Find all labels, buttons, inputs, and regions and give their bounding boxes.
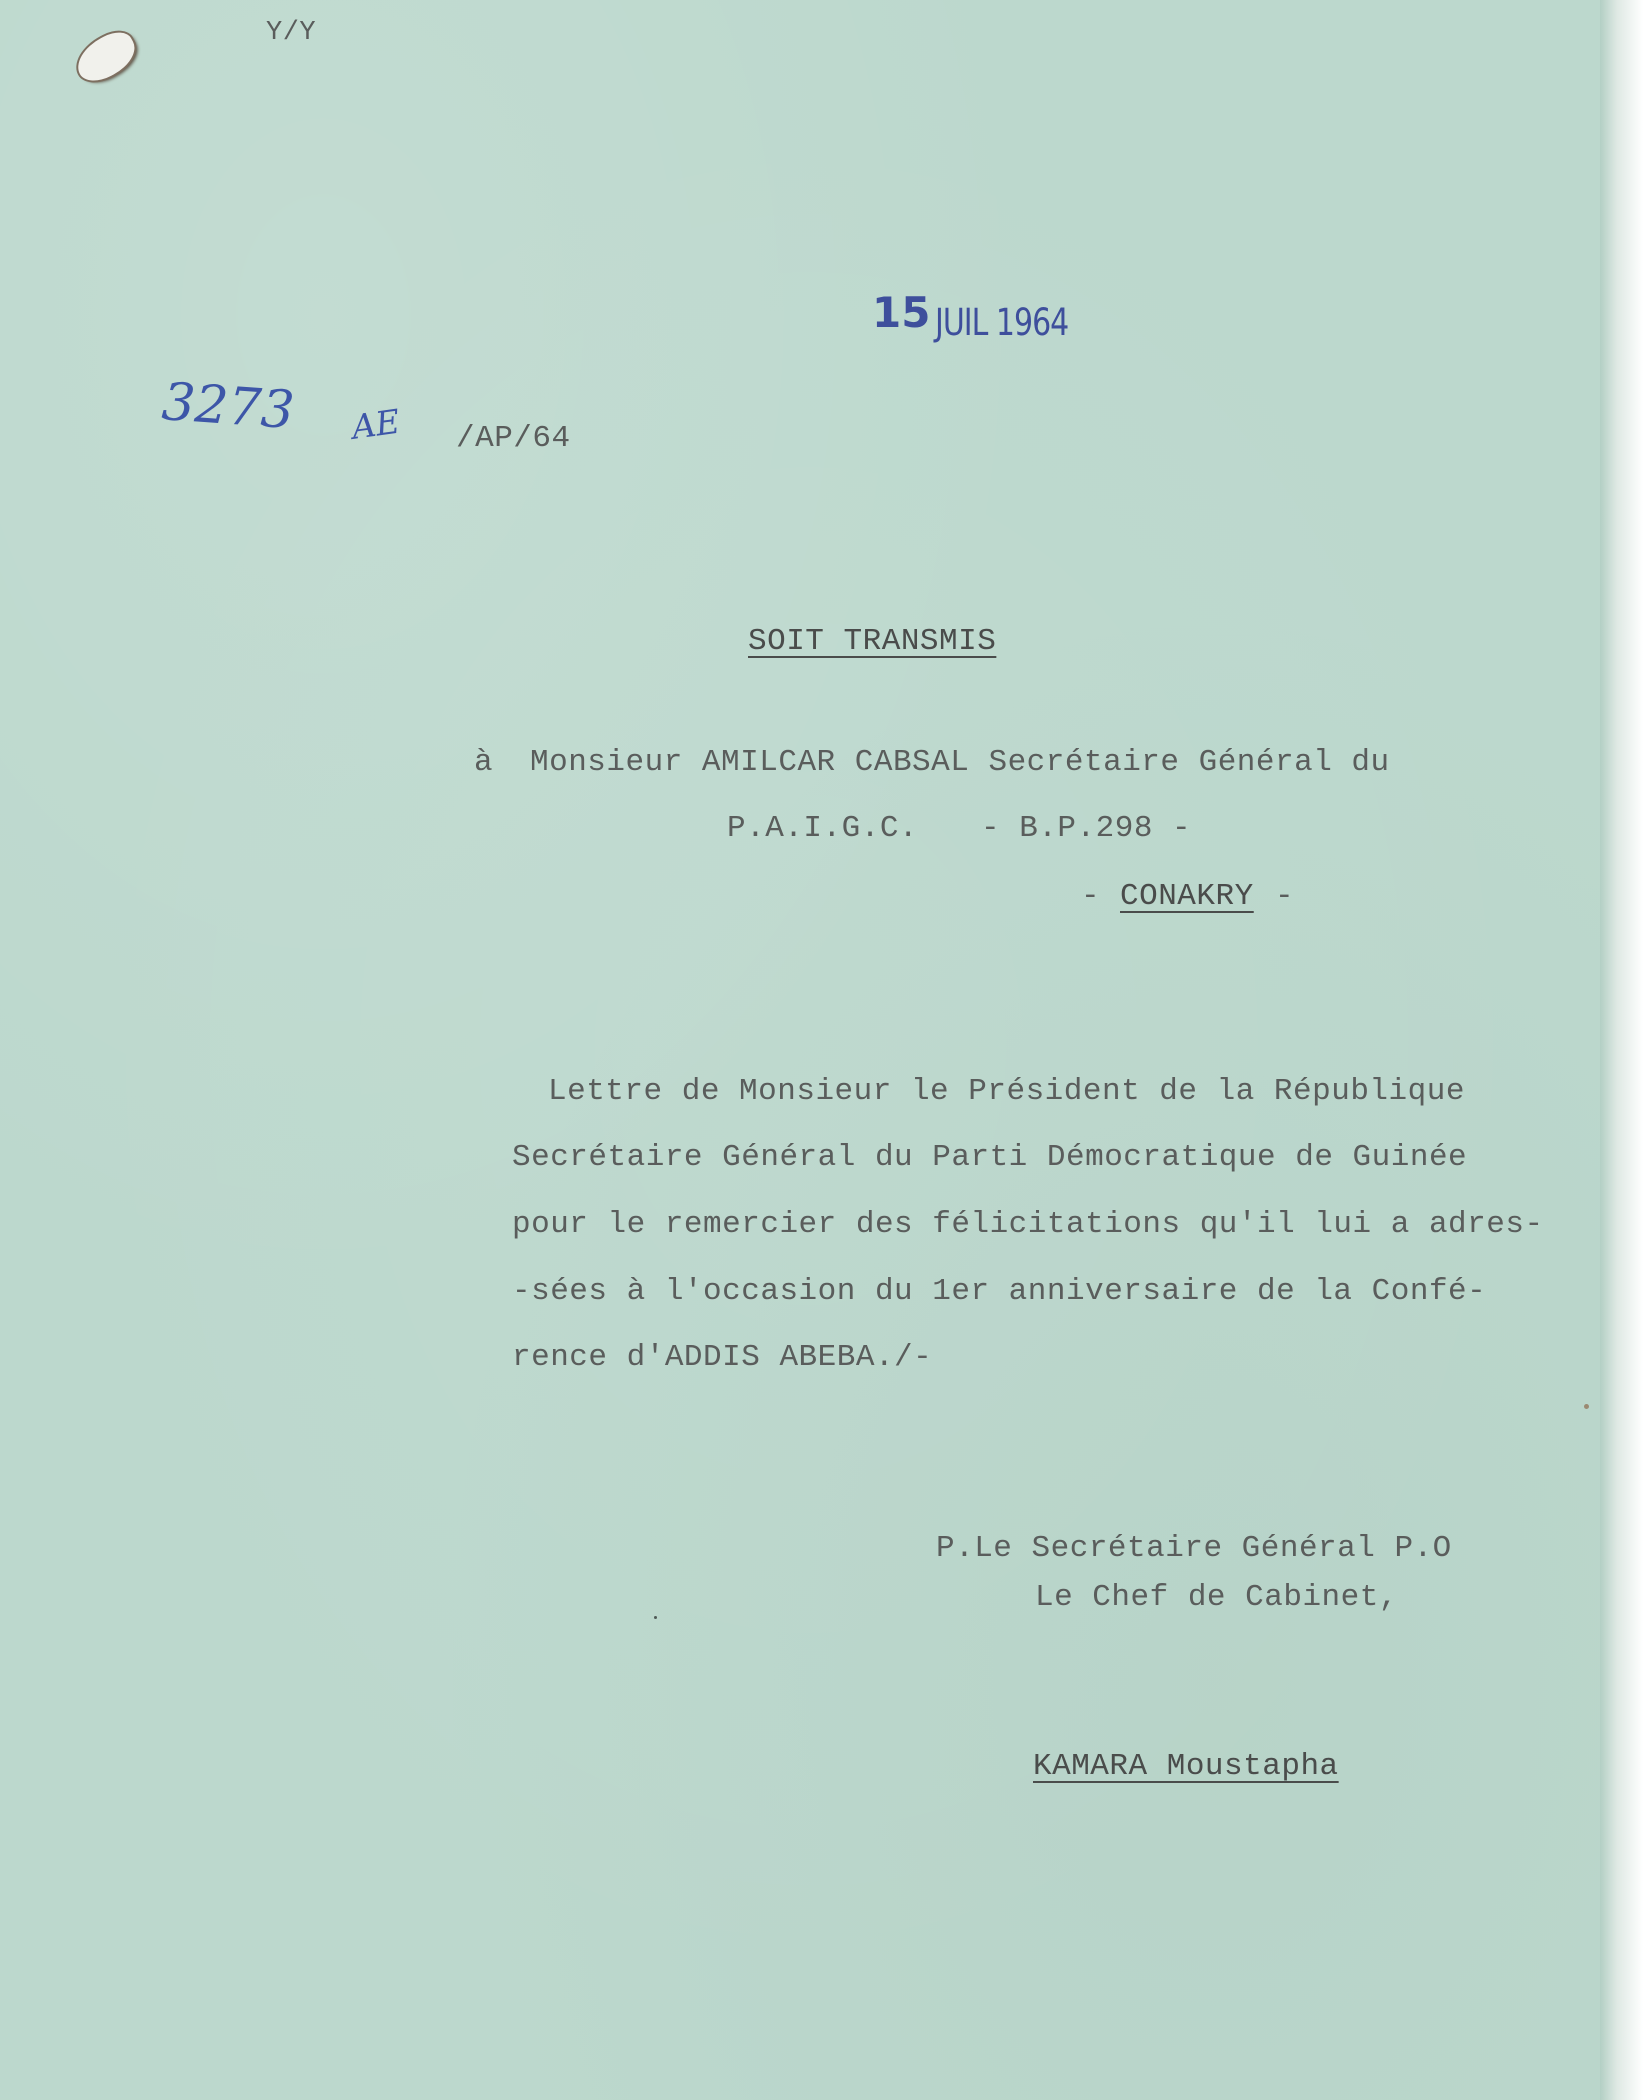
body-line: Secrétaire Général du Parti Démocratique de Guinée: [512, 1140, 1468, 1175]
recipient-line-1: Monsieur AMILCAR CABSAL Secrétaire Général du: [530, 745, 1390, 780]
body-line: rence d'ADDIS ABEBA./-: [512, 1340, 933, 1375]
paper-speck: [1584, 1404, 1589, 1409]
paper-speck: [654, 1616, 657, 1619]
document-title: SOIT TRANSMIS: [748, 624, 997, 659]
body-line: -sées à l'occasion du 1er anniversaire de la Confé-: [512, 1274, 1487, 1309]
recipient-city-prefix: -: [1081, 879, 1101, 914]
stamp-month-year: JUIL 1964: [935, 301, 1069, 345]
signature-title: P.Le Secrétaire Général P.O: [936, 1531, 1452, 1566]
body-line: Lettre de Monsieur le Président de la République: [548, 1074, 1465, 1109]
recipient-city: CONAKRY: [1120, 879, 1254, 914]
signature-role: Le Chef de Cabinet,: [1035, 1580, 1398, 1615]
page-edge: [1600, 0, 1643, 2100]
typist-initials: Y/Y: [266, 18, 317, 48]
reference-handwritten-suffix: AE: [349, 401, 403, 447]
recipient-city-suffix: -: [1275, 879, 1295, 914]
recipient-postal-box: - B.P.298 -: [981, 811, 1192, 846]
stamp-day: 15: [872, 288, 931, 337]
reference-handwritten-number: 3273: [159, 372, 297, 442]
signatory-name: KAMARA Moustapha: [1033, 1749, 1339, 1784]
body-line: pour le remercier des félicitations qu'il lui a adres-: [512, 1207, 1544, 1242]
recipient-prefix: à: [474, 745, 494, 780]
recipient-organization: P.A.I.G.C.: [727, 811, 919, 846]
reference-typed-suffix: /AP/64: [456, 421, 571, 456]
